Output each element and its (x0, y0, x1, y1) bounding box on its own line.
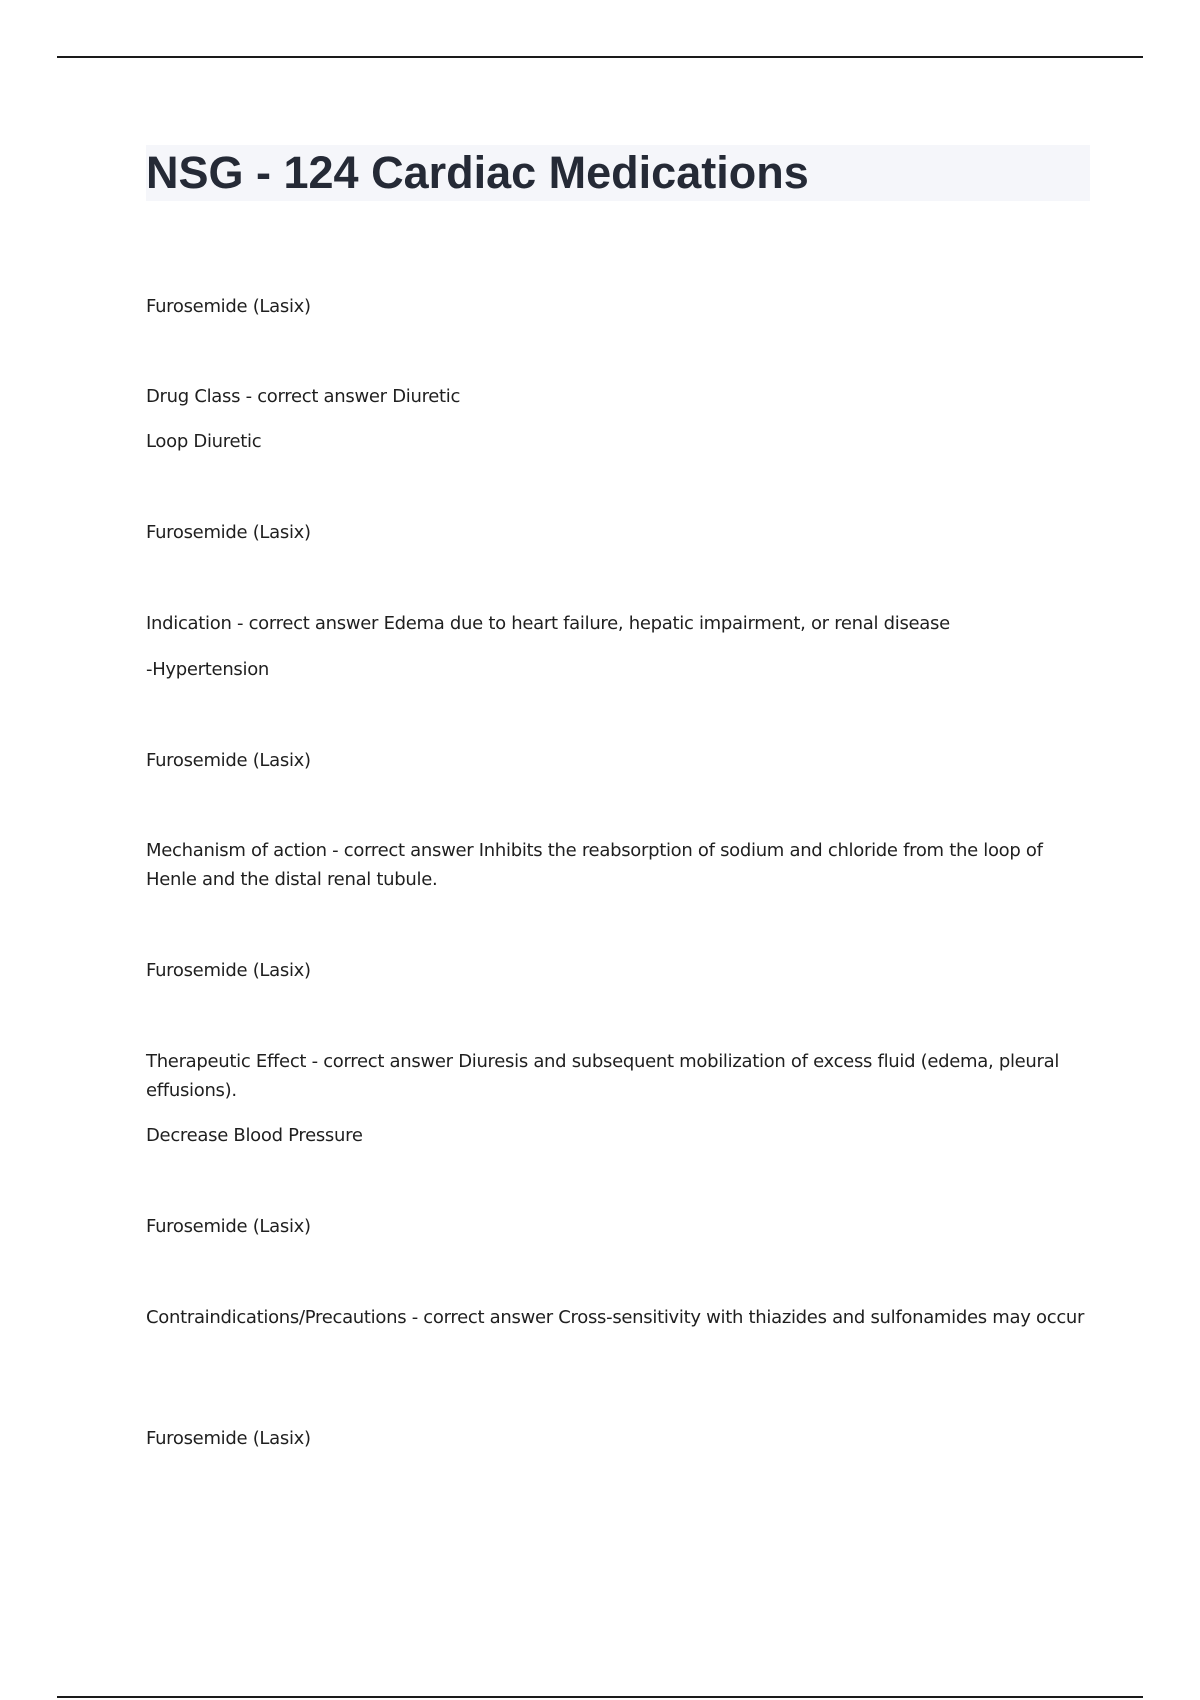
term-furosemide-2: Furosemide (Lasix) (146, 522, 311, 543)
drug-class-extra: Loop Diuretic (146, 431, 262, 452)
indication-answer: Indication - correct answer Edema due to heart failure, hepatic impairment, or renal disease (146, 613, 950, 634)
term-furosemide-3: Furosemide (Lasix) (146, 750, 311, 771)
page-title: NSG - 124 Cardiac Medications (146, 147, 809, 198)
drug-class-answer: Drug Class - correct answer Diuretic (146, 386, 461, 407)
term-furosemide-6: Furosemide (Lasix) (146, 1428, 311, 1449)
therapeutic-effect-extra: Decrease Blood Pressure (146, 1125, 363, 1146)
mechanism-answer: Mechanism of action - correct answer Inhibits the reabsorption of sodium and chloride from the loop of Henle and the distal renal tubule. (146, 840, 1043, 890)
contraindications-answer: Contraindications/Precautions - correct answer Cross-sensitivity with thiazides and sulfonamides may occur (146, 1307, 1085, 1328)
term-furosemide-1: Furosemide (Lasix) (146, 296, 311, 317)
top-rule (57, 56, 1143, 58)
term-furosemide-5: Furosemide (Lasix) (146, 1216, 311, 1237)
bottom-rule (57, 1696, 1143, 1698)
indication-extra: -Hypertension (146, 659, 270, 680)
therapeutic-effect-answer: Therapeutic Effect - correct answer Diuresis and subsequent mobilization of excess fluid (edema, pleural effusions). (146, 1051, 1060, 1101)
term-furosemide-4: Furosemide (Lasix) (146, 960, 311, 981)
